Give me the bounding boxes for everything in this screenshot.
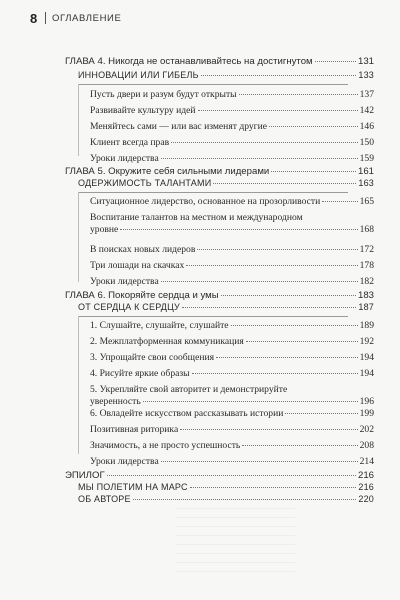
toc-leader bbox=[161, 281, 358, 282]
toc-page-number: 199 bbox=[359, 408, 374, 419]
toc-item[interactable] bbox=[90, 336, 374, 347]
header-title: ОГЛАВЛЕНИЕ bbox=[52, 12, 122, 24]
toc-entry-label: Клиент всегда прав bbox=[90, 137, 170, 148]
toc-page-number: 216 bbox=[357, 470, 374, 481]
toc-page-number: 214 bbox=[359, 456, 374, 467]
toc-item[interactable] bbox=[90, 440, 374, 451]
toc-entry-label: 3. Упрощайте свои сообщения bbox=[90, 352, 215, 363]
toc-page-number: 172 bbox=[359, 244, 374, 255]
header-divider bbox=[45, 12, 46, 24]
toc-page-number: 146 bbox=[359, 121, 374, 132]
toc-entry-label: Ситуационное лидерство, основанное на прозорливости bbox=[90, 196, 321, 207]
toc-item-multiline[interactable] bbox=[90, 384, 374, 407]
toc-chapter-6[interactable] bbox=[65, 290, 374, 301]
toc-page-number: 194 bbox=[359, 352, 374, 363]
section-bar bbox=[78, 316, 79, 454]
section-rule bbox=[78, 84, 348, 85]
toc-section-innovation[interactable] bbox=[78, 70, 374, 81]
toc-entry-label: ОБ АВТОРЕ bbox=[78, 494, 131, 504]
toc-item[interactable] bbox=[90, 137, 374, 148]
toc-item[interactable] bbox=[90, 260, 374, 271]
toc-leader bbox=[285, 413, 357, 414]
section-rule bbox=[78, 192, 348, 193]
toc-leader bbox=[182, 307, 357, 308]
toc-entry-label: Уроки лидерства bbox=[90, 276, 159, 287]
toc-leader bbox=[315, 61, 356, 62]
toc-page-number: 168 bbox=[359, 223, 374, 235]
toc-section-talent[interactable] bbox=[78, 178, 374, 189]
toc-epilogue[interactable] bbox=[65, 470, 374, 481]
toc-leader bbox=[180, 429, 357, 430]
toc-leader bbox=[271, 171, 356, 172]
toc-leader bbox=[242, 445, 357, 446]
show-through-texture bbox=[175, 492, 295, 572]
toc-chapter-5[interactable] bbox=[65, 166, 374, 177]
toc-entry-label: ОДЕРЖИМОСТЬ ТАЛАНТАМИ bbox=[78, 178, 212, 188]
toc-leader bbox=[192, 373, 358, 374]
toc-entry-label: Уроки лидерства bbox=[90, 456, 159, 467]
toc-page-number: 165 bbox=[359, 196, 374, 207]
toc-entry-label: Три лошади на скачках bbox=[90, 260, 185, 271]
toc-page-number: 133 bbox=[358, 70, 374, 80]
toc-leader bbox=[246, 341, 358, 342]
toc-item[interactable] bbox=[90, 153, 374, 164]
toc-page-number: 196 bbox=[359, 395, 374, 407]
toc-item[interactable] bbox=[90, 320, 374, 331]
toc-entry-label: Уроки лидерства bbox=[90, 153, 159, 164]
toc-page-number: 182 bbox=[359, 276, 374, 287]
section-bar bbox=[78, 192, 79, 282]
toc-page-number: 137 bbox=[359, 89, 374, 100]
toc-leader bbox=[239, 94, 358, 95]
toc-entry-label: 2. Межплатформенная коммуникация bbox=[90, 336, 244, 347]
toc-leader bbox=[143, 401, 358, 402]
toc-entry-label: 1. Слушайте, слушайте, слушайте bbox=[90, 320, 229, 331]
toc-page-number: 150 bbox=[359, 137, 374, 148]
toc-page-number: 131 bbox=[357, 56, 374, 67]
toc-page-number: 142 bbox=[359, 105, 374, 116]
toc-entry-label-line2: уровне bbox=[90, 223, 119, 235]
toc-page-number: 208 bbox=[359, 440, 374, 451]
toc-leader bbox=[197, 249, 357, 250]
toc-item[interactable] bbox=[90, 408, 374, 419]
toc-page-number: 183 bbox=[357, 290, 374, 301]
toc-leader bbox=[161, 158, 358, 159]
toc-entry-label: ГЛАВА 4. Никогда не останавливайтесь на достигнутом bbox=[65, 56, 313, 67]
toc-page-number: 194 bbox=[359, 368, 374, 379]
toc-page-number: 161 bbox=[357, 166, 374, 177]
toc-entry-label: Меняйтесь сами — или вас изменят другие bbox=[90, 121, 267, 132]
toc-entry-label: ГЛАВА 5. Окружите себя сильными лидерами bbox=[65, 166, 270, 177]
toc-leader bbox=[171, 142, 357, 143]
toc-entry-label: МЫ ПОЛЕТИМ НА МАРС bbox=[78, 482, 188, 492]
toc-leader bbox=[216, 357, 358, 358]
toc-leader bbox=[161, 461, 358, 462]
toc-leader bbox=[107, 475, 356, 476]
toc-page-number: 163 bbox=[358, 178, 374, 188]
toc-item[interactable] bbox=[90, 244, 374, 255]
toc-entry-label: ГЛАВА 6. Покоряйте сердца и умы bbox=[65, 290, 219, 301]
toc-entry-label: Позитивная риторика bbox=[90, 424, 179, 435]
toc-page-number: 187 bbox=[358, 302, 374, 312]
toc-entry-label: Значимость, а не просто успешность bbox=[90, 440, 241, 451]
toc-item[interactable] bbox=[90, 352, 374, 363]
toc-section-heart[interactable] bbox=[78, 302, 374, 313]
toc-page-number: 159 bbox=[359, 153, 374, 164]
toc-leader bbox=[322, 201, 357, 202]
toc-leader bbox=[221, 295, 356, 296]
toc-page-number: 192 bbox=[359, 336, 374, 347]
section-rule bbox=[78, 316, 348, 317]
section-bar bbox=[78, 84, 79, 156]
toc-leader bbox=[198, 110, 358, 111]
toc-item[interactable] bbox=[90, 368, 374, 379]
toc-entry-label: В поисках новых лидеров bbox=[90, 244, 196, 255]
toc-leader bbox=[120, 229, 357, 230]
toc-entry-label: Пусть двери и разум будут открыты bbox=[90, 89, 237, 100]
toc-item[interactable] bbox=[90, 89, 374, 100]
toc-entry-label: ИННОВАЦИИ ИЛИ ГИБЕЛЬ bbox=[78, 70, 199, 80]
toc-leader bbox=[269, 126, 358, 127]
toc-page-number: 220 bbox=[358, 494, 374, 504]
toc-entry-label: ОТ СЕРДЦА К СЕРДЦУ bbox=[78, 302, 180, 312]
toc-item[interactable] bbox=[90, 196, 374, 207]
toc-item[interactable] bbox=[90, 456, 374, 467]
page-number: 8 bbox=[30, 10, 38, 26]
toc-entry-label: 4. Рисуйте яркие образы bbox=[90, 368, 190, 379]
toc-entry-label-line1: 5. Укрепляйте свой авторитет и демонстрируйте bbox=[90, 384, 288, 395]
toc-leader bbox=[213, 183, 356, 184]
toc-leader bbox=[190, 487, 357, 488]
toc-item[interactable] bbox=[90, 105, 374, 116]
toc-item[interactable] bbox=[90, 276, 374, 287]
toc-page-number: 178 bbox=[359, 260, 374, 271]
running-header bbox=[30, 10, 121, 26]
toc-item[interactable] bbox=[90, 121, 374, 132]
toc-page-number: 216 bbox=[358, 482, 374, 492]
toc-page-number: 202 bbox=[359, 424, 374, 435]
toc-entry-label: Развивайте культуру идей bbox=[90, 105, 196, 116]
toc-leader bbox=[231, 325, 358, 326]
toc-leader bbox=[201, 75, 357, 76]
toc-item[interactable] bbox=[90, 424, 374, 435]
toc-chapter-4[interactable] bbox=[65, 56, 374, 67]
toc-page-number: 189 bbox=[359, 320, 374, 331]
toc-item-multiline[interactable] bbox=[90, 212, 374, 235]
toc-entry-label-line1: Воспитание талантов на местном и международном bbox=[90, 212, 303, 223]
toc-entry-label: 6. Овладейте искусством рассказывать истории bbox=[90, 408, 284, 419]
toc-entry-label: ЭПИЛОГ bbox=[65, 470, 105, 481]
toc-leader bbox=[186, 265, 357, 266]
toc-entry-label-line2: уверенность bbox=[90, 395, 141, 407]
